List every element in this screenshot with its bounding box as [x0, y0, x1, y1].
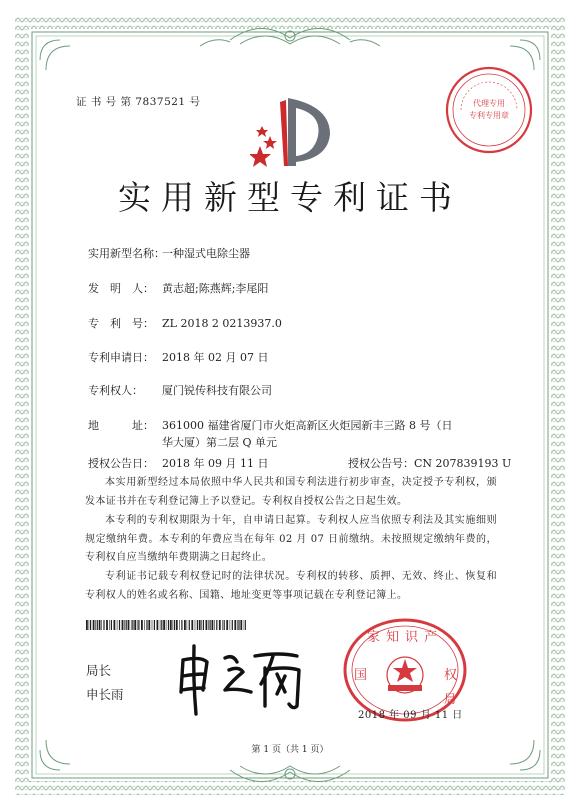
field-value: 2018 年 09 月 11 日	[162, 457, 269, 470]
field-label: 地 址：	[88, 419, 154, 432]
barcode-bar	[179, 620, 180, 630]
barcode-bar	[166, 620, 167, 630]
field-patent-number	[88, 315, 282, 331]
field-patent-owner	[88, 382, 272, 398]
svg-text:代理专用: 代理专用	[473, 99, 505, 108]
barcode-bar	[119, 620, 120, 630]
barcode-bar	[137, 620, 138, 630]
field-utility-model-name	[88, 245, 250, 261]
barcode-bar	[203, 620, 204, 630]
barcode-bar	[191, 620, 193, 630]
field-publication-date	[88, 455, 268, 471]
barcode-bar	[122, 620, 124, 630]
barcode-bar	[226, 620, 228, 630]
field-value: 361000 福建省厦门市火炬高新区火炬园新丰三路 8 号（日	[162, 419, 453, 432]
barcode-bar	[111, 620, 112, 630]
field-label: 实用新型名称：	[88, 247, 165, 260]
barcode-bar	[197, 620, 198, 630]
barcode-bar	[90, 620, 91, 630]
barcode-bar	[219, 620, 221, 630]
barcode-bar	[160, 620, 161, 630]
field-label: 专利申请日：	[88, 351, 154, 364]
field-label: 授权公告日：	[88, 457, 154, 470]
barcode-bar	[157, 620, 159, 630]
svg-text:局: 局	[444, 692, 457, 706]
barcode-bar	[101, 620, 102, 630]
barcode-bar	[222, 620, 223, 630]
barcode-bar	[144, 620, 145, 630]
signature-name: 申长雨	[86, 687, 124, 702]
svg-text:国: 国	[354, 668, 368, 683]
barcode-bar	[208, 620, 209, 630]
barcode-bar	[99, 620, 101, 630]
paragraph-legal-status: 专利证书记载专利权登记时的法律状况。专利权的转移、质押、无效、终止、恢复和专利权人的姓名或名称、国籍、地址变更等事项记载在专利登记簿上。	[85, 571, 497, 601]
barcode-bar	[224, 620, 225, 630]
barcode-bar	[124, 620, 125, 630]
barcode-bar	[97, 620, 98, 630]
barcode-bar	[238, 620, 239, 630]
barcode-bar	[176, 620, 178, 630]
barcode-bar	[163, 620, 165, 630]
barcode-bar	[95, 620, 96, 630]
field-label: 专 利 号：	[88, 317, 154, 330]
barcode-bar	[230, 620, 231, 630]
patent-office-logo	[250, 96, 334, 174]
barcode-bar	[109, 620, 110, 630]
svg-text:家知识产: 家知识产	[366, 630, 444, 645]
barcode-bar	[152, 620, 153, 630]
paragraph-term: 本专利的专利权期限为十年，自申请日起算。专利权人应当依照专利法及其实施细则规定缴纳年费。本专利的年费应当在每年 02 月 07 日前缴纳。未按照规定缴纳年费的，专利权自应当缴纳年费期满之日起终止。	[85, 515, 497, 563]
barcode-bar	[189, 620, 190, 630]
barcode-bar	[244, 620, 245, 630]
barcode-bar	[93, 620, 95, 630]
barcode-bar	[170, 620, 172, 630]
barcode-bar	[212, 620, 214, 630]
barcode-bar	[214, 620, 215, 630]
svg-text:权: 权	[444, 668, 458, 683]
field-label: 专利权人：	[88, 384, 143, 397]
agent-stamp-icon	[441, 62, 537, 158]
field-inventor	[88, 280, 268, 296]
field-value: 一种湿式电除尘器	[162, 247, 250, 260]
barcode-bar	[132, 620, 133, 630]
barcode-bar	[240, 620, 242, 630]
barcode-bar	[154, 620, 155, 630]
barcode-bar	[89, 620, 90, 630]
barcode-bar	[210, 620, 211, 630]
field-value: CN 207839193 U	[414, 457, 512, 470]
field-address	[88, 417, 452, 433]
barcode-bar	[201, 620, 202, 630]
barcode-bar	[216, 620, 217, 630]
barcode-bar	[174, 620, 175, 630]
barcode-bar	[141, 620, 143, 630]
barcode-icon	[86, 620, 246, 630]
paragraph-grant: 本实用新型经过本局依照中华人民共和国专利法进行初步审查，决定授予专利权，颁发本证书并在专利登记簿上予以登记。专利权自授权公告之日起生效。	[85, 477, 497, 507]
svg-text:专利专用章: 专利专用章	[469, 111, 509, 120]
seal-date: 2018 年 09 月 11 日	[358, 710, 463, 721]
field-address-continued: 华大厦）第二层 Q 单元	[162, 436, 278, 449]
barcode-bar	[173, 620, 174, 630]
barcode-bar	[234, 620, 236, 630]
barcode-bar	[232, 620, 233, 630]
handwritten-signature	[173, 640, 313, 718]
barcode-bar	[114, 620, 116, 630]
barcode-bar	[138, 620, 139, 630]
field-label: 发 明 人：	[88, 282, 154, 295]
page-number: 第 1 页（共 1 页）	[251, 745, 329, 755]
field-value: 黄志超;陈燕辉;李尾阳	[162, 282, 269, 295]
barcode-bar	[106, 620, 108, 630]
barcode-bar	[195, 620, 196, 630]
barcode-bar	[128, 620, 130, 630]
barcode-bar	[134, 620, 136, 630]
certificate-title: 实用新型专利证书	[118, 178, 462, 217]
barcode-bar	[148, 620, 150, 630]
signature-role: 局长	[86, 663, 112, 678]
barcode-bar	[237, 620, 238, 630]
field-publication-number	[348, 455, 511, 471]
barcode-bar	[117, 620, 118, 630]
barcode-bar	[146, 620, 147, 630]
certificate-number: 证 书 号 第 7837521 号	[76, 96, 201, 108]
barcode-bar	[86, 620, 88, 630]
barcode-bar	[245, 620, 246, 630]
barcode-bar	[184, 620, 186, 630]
barcode-bar	[126, 620, 127, 630]
field-value: 厦门锐传科技有限公司	[162, 384, 272, 397]
barcode-bar	[187, 620, 188, 630]
barcode-bar	[168, 620, 169, 630]
barcode-bar	[131, 620, 132, 630]
barcode-bar	[199, 620, 201, 630]
barcode-bar	[181, 620, 182, 630]
field-value: ZL 2018 2 0213937.0	[162, 317, 282, 330]
barcode-bar	[206, 620, 208, 630]
barcode-bar	[161, 620, 162, 630]
field-value: 2018 年 02 月 07 日	[162, 351, 269, 364]
field-filing-date	[88, 349, 268, 365]
field-label: 授权公告号：	[348, 457, 414, 470]
barcode-bar	[103, 620, 104, 630]
top-ornament	[200, 28, 380, 46]
